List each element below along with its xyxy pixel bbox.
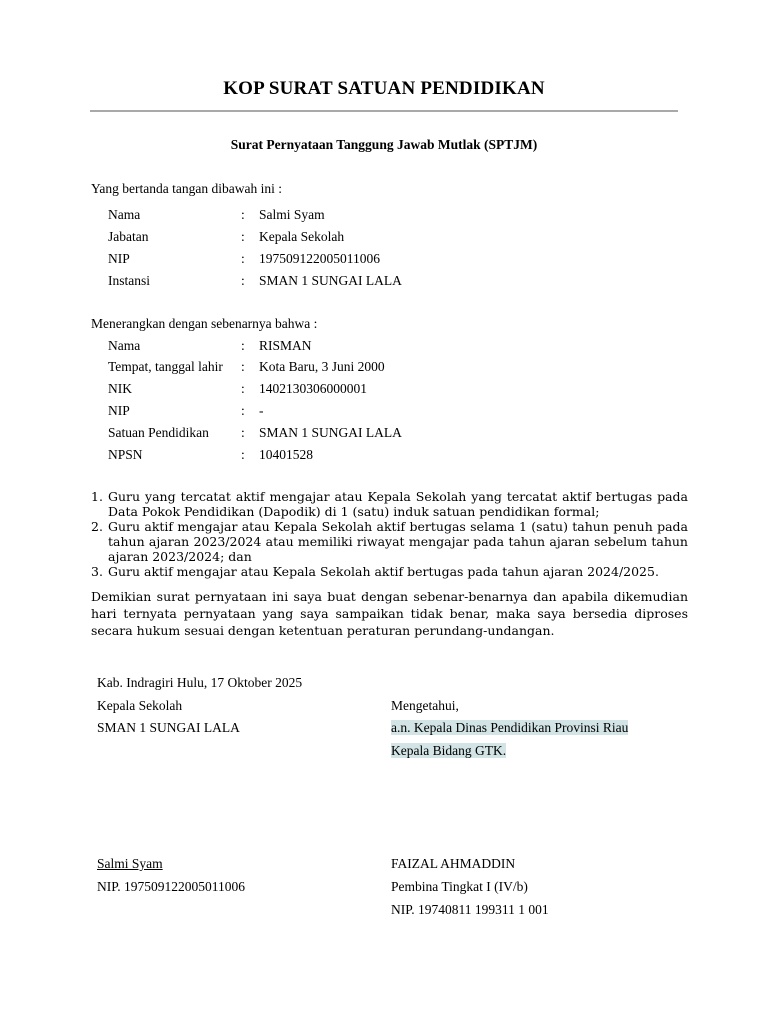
- field-value: Salmi Syam: [259, 207, 325, 222]
- left-signer-name: Salmi Syam: [97, 856, 163, 871]
- field-separator: :: [241, 381, 245, 396]
- field-value: 197509122005011006: [259, 251, 380, 266]
- field-label: Instansi: [108, 273, 150, 288]
- field-separator: :: [241, 403, 245, 418]
- field-label: Satuan Pendidikan: [108, 425, 209, 440]
- letterhead-divider: [90, 110, 678, 112]
- document-subtitle: Surat Pernyataan Tanggung Jawab Mutlak (SPTJM): [230, 137, 538, 152]
- field-label: Nama: [108, 207, 141, 222]
- field-value: Kota Baru, 3 Juni 2000: [259, 359, 385, 374]
- field-separator: :: [241, 447, 245, 462]
- list-item: [91, 489, 688, 519]
- field-label: NPSN: [108, 447, 143, 462]
- field-separator: :: [241, 425, 245, 440]
- list-item-text: Guru aktif mengajar atau Kepala Sekolah aktif bertugas pada tahun ajaran 2024/2025.: [108, 564, 659, 579]
- place-date: Kab. Indragiri Hulu, 17 Oktober 2025: [97, 675, 303, 690]
- field-label: Nama: [108, 338, 141, 353]
- statement-list: [91, 489, 688, 579]
- field-value: RISMAN: [259, 338, 312, 353]
- field-value: SMAN 1 SUNGAI LALA: [259, 425, 402, 440]
- left-institution: SMAN 1 SUNGAI LALA: [97, 720, 240, 735]
- highlighted-text: Kepala Bidang GTK.: [391, 743, 507, 758]
- field-separator: :: [241, 273, 245, 288]
- left-role: Kepala Sekolah: [97, 698, 183, 713]
- acknowledged-label: Mengetahui,: [391, 698, 459, 713]
- signer-intro: Yang bertanda tangan dibawah ini :: [91, 181, 282, 196]
- field-label: Tempat, tanggal lahir: [108, 359, 223, 374]
- list-item-text: Guru yang tercatat aktif mengajar atau Kepala Sekolah yang tercatat aktif bertugas pada Data Pokok Pendidikan (Dapodik) di 1 (satu) induk satuan pendidikan formal;: [108, 489, 688, 519]
- list-number: 3.: [91, 564, 103, 579]
- list-number: 2.: [91, 519, 103, 534]
- list-number: 1.: [91, 489, 103, 504]
- field-separator: :: [241, 359, 245, 374]
- field-separator: :: [241, 207, 245, 222]
- right-division: [391, 743, 506, 759]
- field-separator: :: [241, 251, 245, 266]
- right-on-behalf: [391, 720, 628, 736]
- right-signer-nip: NIP. 19740811 199311 1 001: [391, 902, 549, 917]
- list-item-text: Guru aktif mengajar atau Kepala Sekolah aktif bertugas selama 1 (satu) tahun penuh pada tahun ajaran 2023/2024 atau memiliki riwayat mengajar pada tahun ajaran sebelum tahun ajaran 2023/2024; dan: [108, 519, 688, 564]
- field-label: NIK: [108, 381, 132, 396]
- field-value: 1402130306000001: [259, 381, 367, 396]
- list-item: [91, 519, 688, 564]
- field-separator: :: [241, 338, 245, 353]
- field-value: SMAN 1 SUNGAI LALA: [259, 273, 402, 288]
- field-value: Kepala Sekolah: [259, 229, 345, 244]
- right-signer-rank: Pembina Tingkat I (IV/b): [391, 879, 528, 894]
- field-label: NIP: [108, 403, 130, 418]
- letterhead-title: KOP SURAT SATUAN PENDIDIKAN: [223, 78, 545, 99]
- closing-paragraph: Demikian surat pernyataan ini saya buat dengan sebenar-benarnya dan apabila dikemudian hari ternyata pernyataan yang saya sampaikan tidak benar, maka saya bersedia diproses secara hukum sesuai dengan ketentuan peraturan perundang-undangan.: [91, 589, 688, 638]
- list-item: [91, 564, 688, 579]
- highlighted-text: a.n. Kepala Dinas Pendidikan Provinsi Riau: [391, 720, 629, 735]
- field-separator: :: [241, 229, 245, 244]
- field-value: 10401528: [259, 447, 313, 462]
- subject-intro: Menerangkan dengan sebenarnya bahwa :: [91, 316, 318, 331]
- field-label: NIP: [108, 251, 130, 266]
- field-label: Jabatan: [108, 229, 149, 244]
- field-value: -: [259, 403, 264, 418]
- left-signer-nip: NIP. 197509122005011006: [97, 879, 246, 894]
- right-signer-name: FAIZAL AHMADDIN: [391, 856, 516, 871]
